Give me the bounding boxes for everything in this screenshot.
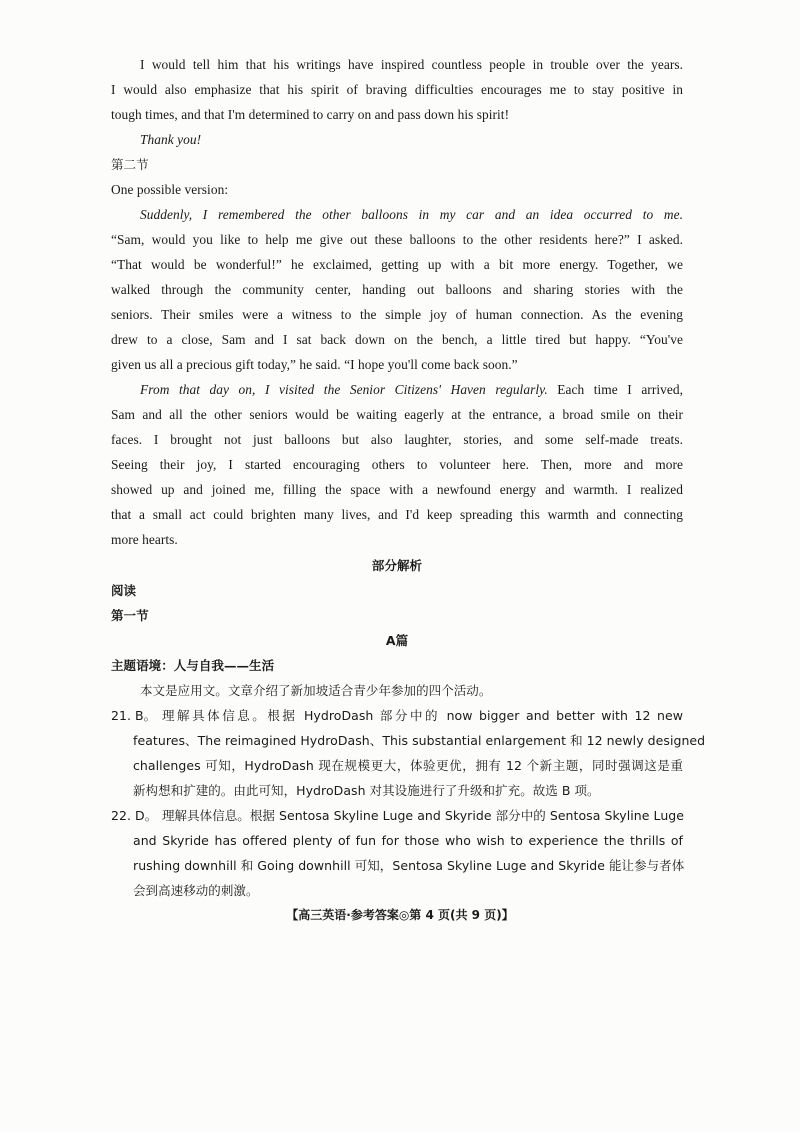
- question-21-number: 21. B。: [111, 708, 157, 723]
- analysis-title: 部分解析: [371, 558, 423, 573]
- essay-line: “That would be wonderful!” he exclaimed, getting up with a bit more energy. Together, we: [111, 257, 683, 272]
- letter-line: I would tell him that his writings have inspired countless people in trouble over the years.: [140, 57, 683, 72]
- essay-line: [140, 381, 683, 399]
- essay-line: more hearts.: [111, 532, 178, 547]
- version-label: One possible version:: [111, 182, 229, 197]
- essay-line: Seeing their joy, I started encouraging others to volunteer here. Then, more and more: [111, 457, 683, 472]
- passage-heading: A篇: [385, 633, 409, 648]
- question-21-line: 新构想和扩建的。由此可知，HydroDash 对其设施进行了升级和扩充。故选 B 项。: [133, 783, 600, 798]
- passage-summary: 本文是应用文。文章介绍了新加坡适合青少年参加的四个活动。: [140, 683, 492, 698]
- question-22-line: and Skyride has offered plenty of fun for those who wish to experience the thrills of: [133, 833, 683, 848]
- letter-line: tough times, and that I'm determined to carry on and pass down his spirit!: [111, 107, 510, 122]
- essay-line: that a small act could brighten many lives, and I'd keep spreading this warmth and connecting: [111, 507, 683, 522]
- essay-line: walked through the community center, handing out balloons and sharing stories with the: [111, 282, 683, 297]
- letter-line: I would also emphasize that his spirit of braving difficulties encourages me to stay positive in: [111, 82, 683, 97]
- essay-line: given us all a precious gift today,” he said. “I hope you'll come back soon.”: [111, 357, 518, 372]
- essay-line: seniors. Their smiles were a witness to the simple joy of human connection. As the evening: [111, 307, 683, 322]
- question-21-line: 理解具体信息。根据 HydroDash 部分中的 now bigger and better with 12 new: [162, 708, 683, 723]
- reading-heading: 阅读: [111, 583, 137, 598]
- theme-context: 主题语境：人与自我——生活: [111, 658, 275, 673]
- question-22-number: 22. D。: [111, 808, 158, 823]
- essay-line: Sam and all the other seniors would be waiting eagerly at the entrance, a broad smile on their: [111, 407, 683, 422]
- section-heading: 第二节: [111, 157, 149, 172]
- essay-line-rest: Each time I arrived,: [547, 382, 683, 397]
- question-22-line: rushing downhill 和 Going downhill 可知，Sentosa Skyline Luge and Skyride 能让参与者体: [133, 858, 685, 873]
- section-heading: 第一节: [111, 608, 149, 623]
- essay-line: drew to a close, Sam and I sat back down on the bench, a little tired but happy. “You've: [111, 332, 683, 347]
- page-footer: 【高三英语·参考答案◎第 4 页(共 9 页)】: [286, 908, 514, 922]
- essay-line: faces. I brought not just balloons but also laughter, stories, and some self-made treats.: [111, 432, 683, 447]
- essay-line: “Sam, would you like to help me give out these balloons to the other residents here?” I asked.: [111, 232, 683, 247]
- essay-line: showed up and joined me, filling the space with a newfound energy and warmth. I realized: [111, 482, 683, 497]
- essay-line: Suddenly, I remembered the other balloons in my car and an idea occurred to me.: [140, 207, 683, 222]
- question-22-line: 理解具体信息。根据 Sentosa Skyline Luge and Skyride 部分中的 Sentosa Skyline Luge: [162, 808, 685, 823]
- question-21-line: features、The reimagined HydroDash、This substantial enlargement 和 12 newly designed: [133, 733, 706, 748]
- question-22-line: 会到高速移动的刺激。: [133, 883, 259, 898]
- essay-italic-start: From that day on, I visited the Senior Citizens' Haven regularly.: [140, 382, 548, 397]
- letter-closing: Thank you!: [140, 132, 202, 147]
- question-21-line: challenges 可知，HydroDash 现在规模更大，体验更优，拥有 12 个新主题，同时强调这是重: [133, 758, 683, 773]
